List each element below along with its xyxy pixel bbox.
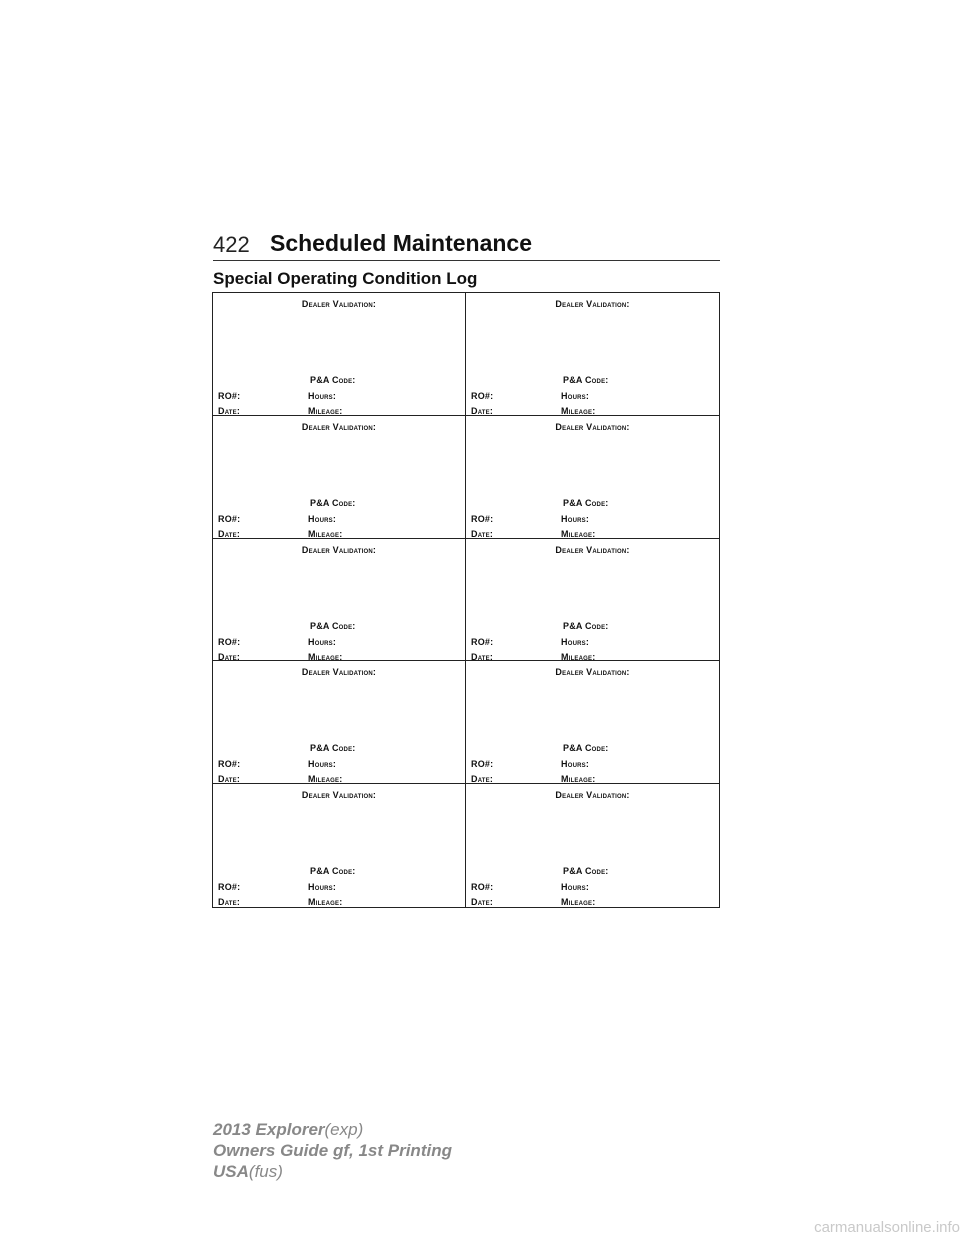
hours-label: Hours: — [561, 391, 590, 401]
ro-number-label: RO#: — [218, 882, 241, 893]
dealer-validation-label: Dealer Validation: — [301, 667, 377, 678]
hours-label: Hours: — [561, 513, 590, 524]
dealer-validation-label: Dealer Validation: — [555, 790, 630, 801]
log-entry[interactable] — [466, 539, 719, 662]
dealer-validation-label: Dealer Validation: — [301, 299, 377, 309]
log-table — [212, 292, 720, 908]
footer-line-model — [213, 1119, 452, 1140]
date-label: Date: — [218, 774, 241, 785]
watermark: carmanualsonline.info — [814, 1219, 960, 1236]
pa-code-label: P&A Code: — [310, 866, 356, 877]
log-entry[interactable] — [466, 416, 719, 539]
footer-region-code: (fus) — [248, 1162, 283, 1181]
hours-label: Hours: — [308, 636, 337, 647]
pa-code-label: P&A Code: — [310, 375, 356, 385]
date-label: Date: — [471, 774, 494, 785]
pa-code-label: P&A Code: — [310, 743, 356, 754]
dealer-validation-label: Dealer Validation: — [301, 790, 377, 801]
date-label: Date: — [471, 651, 494, 662]
dealer-validation-label: Dealer Validation: — [555, 421, 630, 432]
page-number: 422 — [213, 232, 250, 257]
dealer-validation-label: Dealer Validation: — [555, 667, 630, 678]
mileage-label: Mileage: — [308, 897, 343, 908]
mileage-label: Mileage: — [561, 897, 596, 908]
date-label: Date: — [218, 528, 241, 539]
date-label: Date: — [218, 897, 241, 908]
date-label: Date: — [471, 528, 494, 539]
footer-region: USA — [213, 1162, 249, 1181]
mileage-label: Mileage: — [308, 528, 343, 539]
ro-number-label: RO#: — [471, 636, 494, 647]
pa-code-label: P&A Code: — [310, 620, 356, 631]
hours-label: Hours: — [308, 391, 337, 401]
pa-code-label: P&A Code: — [310, 497, 356, 508]
hours-label: Hours: — [561, 759, 590, 770]
hours-label: Hours: — [308, 759, 337, 770]
ro-number-label: RO#: — [471, 759, 494, 770]
log-entry[interactable] — [213, 539, 466, 662]
footer-model-code: (exp) — [324, 1120, 364, 1139]
ro-number-label: RO#: — [218, 759, 241, 770]
mileage-label: Mileage: — [308, 774, 343, 785]
log-entry[interactable] — [213, 293, 466, 416]
mileage-label: Mileage: — [308, 651, 343, 662]
section-title: Scheduled Maintenance — [270, 230, 533, 256]
pa-code-label: P&A Code: — [563, 497, 609, 508]
ro-number-label: RO#: — [218, 391, 241, 401]
mileage-label: Mileage: — [561, 774, 596, 785]
pa-code-label: P&A Code: — [563, 866, 609, 877]
pa-code-label: P&A Code: — [563, 375, 609, 385]
ro-number-label: RO#: — [218, 513, 241, 524]
hours-label: Hours: — [561, 882, 590, 893]
dealer-validation-label: Dealer Validation: — [301, 544, 377, 555]
date-label: Date: — [218, 651, 241, 662]
date-label: Date: — [471, 897, 494, 908]
dealer-validation-label: Dealer Validation: — [301, 421, 377, 432]
date-label: Date: — [471, 406, 494, 416]
footer-print-info — [213, 1119, 452, 1182]
ro-number-label: RO#: — [471, 513, 494, 524]
log-entry[interactable] — [213, 416, 466, 539]
mileage-label: Mileage: — [308, 406, 343, 416]
footer-line-printing: Owners Guide gf, 1st Printing — [213, 1141, 452, 1160]
header-rule — [213, 260, 720, 261]
log-entry[interactable] — [466, 784, 719, 907]
date-label: Date: — [218, 406, 241, 416]
pa-code-label: P&A Code: — [563, 743, 609, 754]
footer-model: 2013 Explorer — [213, 1120, 325, 1139]
footer-line-region — [213, 1161, 452, 1182]
ro-number-label: RO#: — [471, 882, 494, 893]
hours-label: Hours: — [308, 882, 337, 893]
log-entry[interactable] — [213, 661, 466, 784]
mileage-label: Mileage: — [561, 651, 596, 662]
pa-code-label: P&A Code: — [563, 620, 609, 631]
dealer-validation-label: Dealer Validation: — [555, 299, 630, 309]
mileage-label: Mileage: — [561, 406, 596, 416]
log-entry[interactable] — [213, 784, 466, 907]
hours-label: Hours: — [308, 513, 337, 524]
ro-number-label: RO#: — [218, 636, 241, 647]
dealer-validation-label: Dealer Validation: — [555, 544, 630, 555]
log-entry[interactable] — [466, 293, 719, 416]
log-entry[interactable] — [466, 661, 719, 784]
hours-label: Hours: — [561, 636, 590, 647]
log-title: Special Operating Condition Log — [213, 269, 478, 288]
mileage-label: Mileage: — [561, 528, 596, 539]
ro-number-label: RO#: — [471, 391, 494, 401]
